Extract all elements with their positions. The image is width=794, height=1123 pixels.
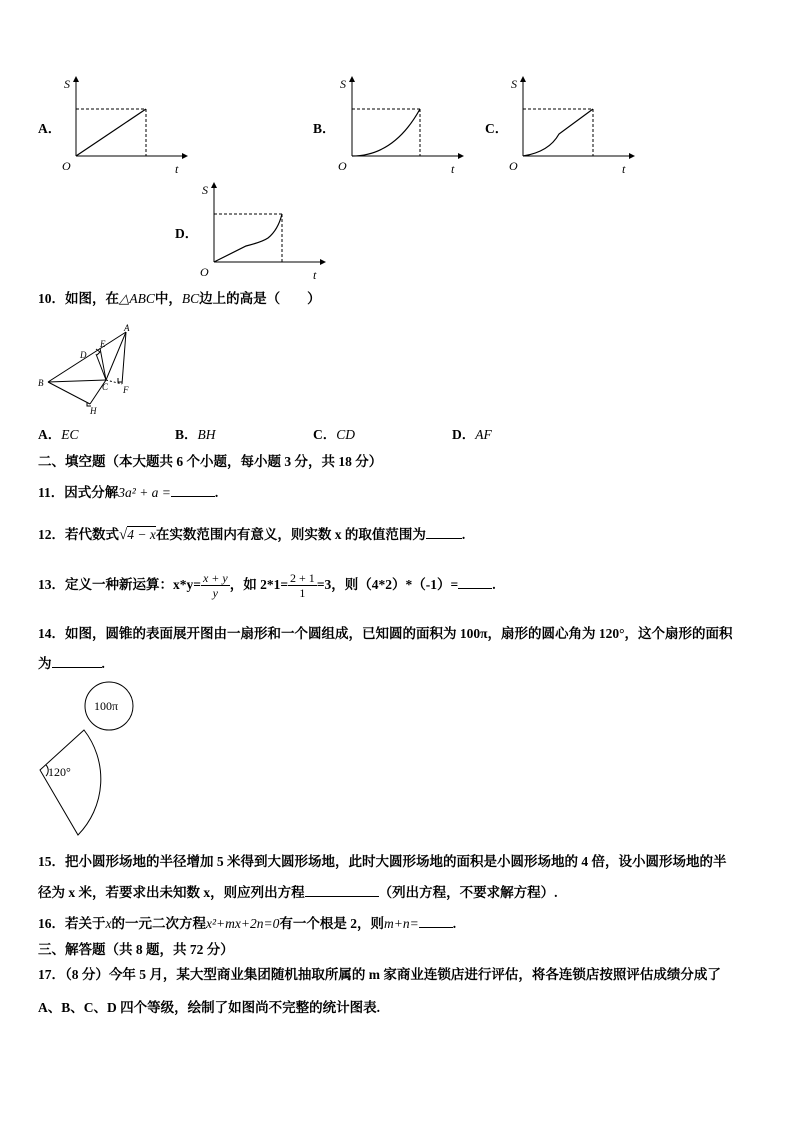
q15-line2: 径为 x 米，若要求出未知数 x，则应列出方程 （列出方程，不要求解方程）. [38, 885, 558, 900]
q14-figure [36, 680, 136, 840]
axis-t-label: t [451, 162, 455, 176]
q14-line1: 14．如图，圆锥的表面展开图由一扇形和一个圆组成，已知圆的面积为 100π，扇形的圆心角为 120°，这个扇形的面积 [38, 626, 733, 641]
section3-heading: 三、解答题（共 8 题，共 72 分） [38, 942, 234, 957]
q11-blank[interactable] [171, 496, 215, 497]
point-d-label: D [80, 350, 87, 360]
q10-option-c[interactable]: C．CD [313, 427, 356, 442]
origin-label: O [338, 159, 347, 173]
point-a-label: A [124, 323, 130, 333]
q10-option-a[interactable]: A．EC [38, 427, 79, 442]
graph-d [196, 182, 326, 282]
axis-s-label: S [64, 77, 70, 91]
point-b-label: B [38, 378, 44, 388]
graph-c [505, 76, 635, 176]
q16: 16．若关于x的一元二次方程x²+mx+2n=0有一个根是 2，则m+n= . [38, 916, 457, 931]
axis-s-label: S [511, 77, 517, 91]
point-f-label: F [123, 385, 129, 395]
q12: 12．若代数式√4 − x在实数范围内有意义，则实数 x 的取值范围为 . [38, 527, 466, 543]
q17-line2: A、B、C、D 四个等级，绘制了如图尚不完整的统计图表. [38, 1000, 381, 1015]
q14-blank[interactable] [52, 667, 102, 668]
point-e-label: E [100, 339, 106, 349]
origin-label: O [200, 265, 209, 279]
option-b-label: B． [313, 121, 336, 136]
origin-label: O [62, 159, 71, 173]
q15-line1: 15．把小圆形场地的半径增加 5 米得到大圆形场地，此时大圆形场地的面积是小圆形场地的 4 倍，设小圆形场地的半 [38, 854, 727, 869]
q14-line2: 为 . [38, 656, 105, 671]
q11: 11．因式分解3a² + a = . [38, 485, 219, 500]
point-h-label: H [90, 406, 97, 416]
angle-label: 120° [48, 765, 71, 779]
graph-a [58, 76, 188, 176]
q13-blank[interactable] [458, 588, 492, 589]
q10-stem: 10．如图，在△ABC中，BC边上的高是（ ） [38, 291, 321, 306]
point-c-label: C [102, 382, 109, 392]
option-d-label: D． [175, 226, 199, 241]
option-c-label: C． [485, 121, 509, 136]
origin-label: O [509, 159, 518, 173]
q10-option-b[interactable]: B．BH [175, 427, 216, 442]
q17-line1: 17．（8 分）今年 5 月，某大型商业集团随机抽取所属的 m 家商业连锁店进行评估，将各连锁店按照评估成绩分成了 [38, 967, 721, 982]
circle-area-label: 100π [94, 699, 119, 713]
q10-figure [38, 322, 138, 417]
graph-b [334, 76, 464, 176]
axis-s-label: S [340, 77, 346, 91]
axis-t-label: t [175, 162, 179, 176]
option-a-label: A． [38, 121, 62, 136]
axis-s-label: S [202, 183, 208, 197]
q12-blank[interactable] [426, 538, 462, 539]
axis-t-label: t [622, 162, 626, 176]
q15-blank[interactable] [305, 896, 379, 897]
q13: 13．定义一种新运算：x*y= $\frac{x + y}{y}$ ，如 2*1= $\frac{2 + 1}{1}$ =3，则（4*2）*（-1）= . [38, 571, 496, 601]
q10-option-d[interactable]: D．AF [452, 427, 492, 442]
section2-heading: 二、填空题（本大题共 6 个小题，每小题 3 分，共 18 分） [38, 454, 383, 469]
axis-t-label: t [313, 268, 317, 282]
q16-blank[interactable] [419, 927, 453, 928]
